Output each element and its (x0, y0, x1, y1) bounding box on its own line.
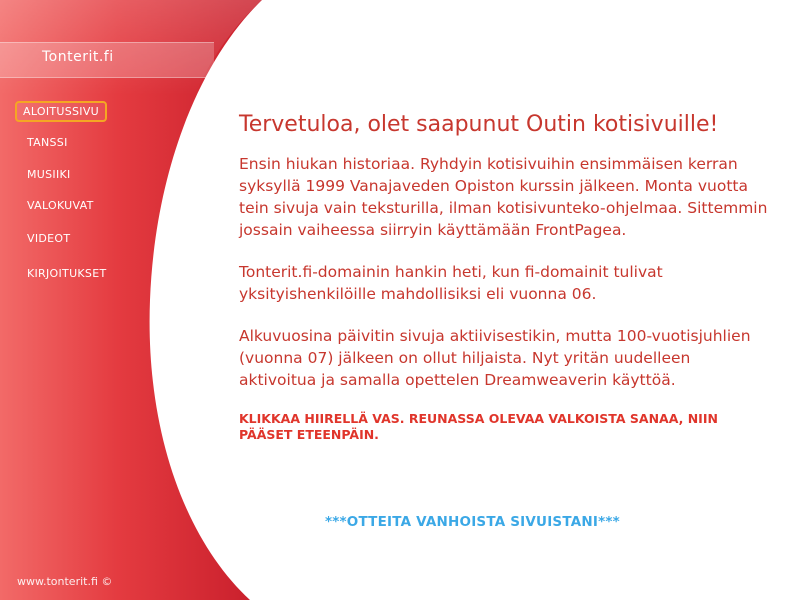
intro-paragraph-domain: Tonterit.fi-domainin hankin heti, kun fi-domainit tulivat yksityishenkilöille mahdollisiksi eli vuonna 06. (239, 263, 663, 303)
nav-item-aloitussivu[interactable]: ALOITUSSIVU (15, 101, 107, 122)
page-title: Tervetuloa, olet saapunut Outin kotisivuille! (239, 112, 719, 137)
old-pages-excerpts-link[interactable]: ***OTTEITA VANHOISTA SIVUISTANI*** (325, 514, 620, 530)
navigation-notice: KLIKKAA HIIRELLÄ VAS. REUNASSA OLEVAA VALKOISTA SANAA, NIIN PÄÄSET ETEENPÄIN. (239, 411, 718, 442)
intro-paragraph-history: Ensin hiukan historiaa. Ryhdyin kotisivuihin ensimmäisen kerran syksyllä 1999 Vanajaveden Opiston kurssin jälkeen. Monta vuotta tein sivuja vain teksturilla, ilman kotisivunteko-ohjelmaa. Sittemmin jossain vaiheessa siirryin käyttämään FrontPagea. (239, 155, 768, 239)
intro-paragraph-updates: Alkuvuosina päivitin sivuja aktiivisestikin, mutta 100-vuotisjuhlien (vuonna 07) jälkeen on ollut hiljaista. Nyt yritän uudelleen aktivoitua ja samalla opettelen Dreamweaverin käyttöä. (239, 327, 751, 389)
site-brand[interactable]: Tonterit.fi (42, 49, 114, 65)
nav-item-videot[interactable]: VIDEOT (27, 232, 71, 245)
nav-item-valokuvat[interactable]: VALOKUVAT (27, 199, 94, 212)
nav-item-tanssi[interactable]: TANSSI (27, 136, 68, 149)
footer-credit: www.tonterit.fi © (17, 575, 113, 588)
nav-item-kirjoitukset[interactable]: KIRJOITUKSET (27, 267, 107, 280)
nav-item-musiiki[interactable]: MUSIIKI (27, 168, 71, 181)
main-content (239, 112, 769, 443)
